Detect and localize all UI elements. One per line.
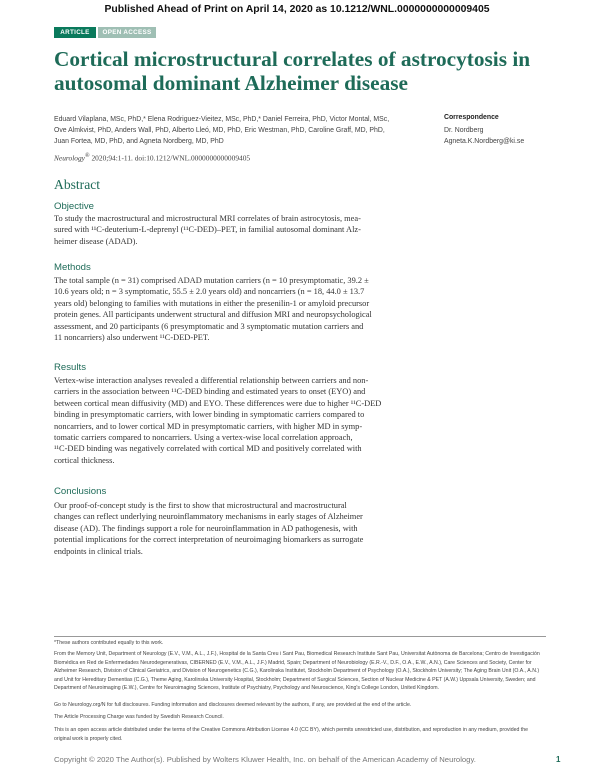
journal-name: Neurology [54,153,85,163]
text-line: tomatic carriers compared to noncarriers. Using a vertex-wise local correlation approach, [54,433,353,443]
publication-line: Published Ahead of Print on April 14, 2020 as 10.1212/WNL.0000000000009405 [104,4,490,15]
affiliations-note: From the Memory Unit, Department of Neurology (E.V., V.M., A.L., J.F.), Hospital de la Santa Creu i Sant Pau, Biomedical Research Institute Sant Pau, Universitat Autònoma de Barcelona; Centro de Investigación Biomédica en Red de Enfermedades Neurodegenerativas, CIBERNED (E.V., V.M., A.L., J.F.) Madrid, Spain; Department of Neurobiology (E.R.-V., D.F., O.A., E.W., A.N.), Care Sciences and Society, Center for Alzheimer Research, Division of Clinical Geriatrics, and Division of Neurogenetics (C.G.), Karolinska Institutet, Stockholm Department of Psychology (O.A.), Stockholm University; The Aging Brain Unit (O.A., A.N.) and Unit for Hereditary Dementias (C.G.), Theme Aging, Karolinska University Hospital, Stockholm; Department of Surgical Sciences, Section of Nuclear Medicine & PET (A.W.) Uppsala University, Sweden; and Department of Neuroimaging (E.W.), Centre for Neuroimaging Sciences, Institute of Psychiatry, Psychology and Neuroscience, King's College London, United Kingdom. [54,651,540,692]
conclusions-text [54,500,546,557]
apc-note: The Article Processing Charge was funded by Swedish Research Council. [54,714,224,720]
text-line: heimer disease (ADAD). [54,236,138,246]
text-line: assessment, and 20 participants (6 presymptomatic and 3 symptomatic mutation carriers and [54,321,364,331]
article-badge: ARTICLE [54,27,96,38]
results-heading: Results [54,362,86,373]
abstract-heading: Abstract [54,177,101,192]
methods-heading: Methods [54,262,91,273]
correspondence-block [444,125,524,147]
correspondence-heading: Correspondence [444,114,499,121]
correspondence-email[interactable]: Agneta.K.Nordberg@ki.se [444,138,525,146]
text-line: sured with ¹¹C-deuterium-L-deprenyl (¹¹C-DED)–PET, in familial autosomal dominant Alz- [54,225,361,235]
text-line: endpoints in clinical trials. [54,546,143,556]
text-line: protein genes. All participants underwent structural and diffusion MRI and neuropsychological [54,310,372,320]
correspondence-name: Dr. Nordberg [444,127,484,134]
copyright-footer: Copyright © 2020 The Author(s). Published by Wolters Kluwer Health, Inc. on behalf of the American Academy of Neurology. [54,755,476,764]
author-line: Eduard Vilaplana, MSc, PhD,* Elena Rodriguez-Vieitez, MSc, PhD,* Daniel Ferreira, PhD, Victor Montal, MSc, [54,116,390,123]
text-line: noncarriers, and to lower cortical MD in presymptomatic carriers, with higher MD in symp- [54,421,363,431]
text-line: Vertex-wise interaction analyses revealed a differential relationship between carriers and non- [54,376,369,385]
page-number: 1 [556,755,561,764]
text-line: To study the macrostructural and microstructural MRI correlates of brain astrocytosis, mea- [54,214,361,223]
text-line: disease (AD). The findings support a role for neuroinflammation in AD pathogenesis, with [54,523,358,533]
disclosures-note: Go to Neurology.org/N for full disclosures. Funding information and disclosures deemed relevant by the authors, if any, are provided at the end of the article. [54,702,412,708]
author-list [54,114,426,148]
author-line: Juan Fortea, MD, PhD, and Agneta Nordberg, MD, PhD [54,138,224,146]
text-line: Our proof-of-concept study is the first to show that microstructural and macrostructural [54,501,347,510]
text-line: ¹¹C-DED binding was negatively correlated with cortical MD and positively correlated with [54,444,362,454]
objective-heading: Objective [54,201,94,212]
objective-text [54,213,546,247]
text-line: cortical thickness. [54,455,115,465]
citation-details: 2020;94:1-11. doi:10.1212/WNL.0000000000009405 [91,153,251,163]
text-line: years old) belonging to families with mutations in either the presenilin-1 or amyloid precursor [54,298,370,308]
text-line: changes can reflect underlying neuroinflammatory mechanisms in early stages of Alzheimer [54,512,363,522]
author-line: Ove Almkvist, PhD, Anders Wall, PhD, Alberto Lleó, MD, PhD, Eric Westman, PhD, Caroline Graff, MD, PhD, [54,127,385,135]
conclusions-heading: Conclusions [54,486,107,497]
methods-text [54,275,546,343]
citation: Neurology® 2020;94:1-11. doi:10.1212/WNL.0000000000009405 [54,153,251,163]
equal-contribution-note: *These authors contributed equally to this work. [54,640,164,646]
text-line: potential implications for the correct interpretation of neuroimaging biomarkers as surrogate [54,535,364,545]
text-line: binding in presymptomatic carriers, with lower binding in symptomatic carriers compared to [54,410,365,420]
results-text [54,375,546,466]
open-access-badge: OPEN ACCESS [98,27,156,38]
text-line: 11 noncarriers) also underwent ¹¹C-DED-PET. [54,333,210,343]
text-line: between cortical mean diffusivity (MD) and EYO. These differences were due to higher ¹¹C-DED [54,398,382,408]
text-line: The total sample (n = 31) comprised ADAD mutation carriers (n = 10 presymptomatic, 39.2 ± [54,276,369,285]
text-line: carriers in the association between ¹¹C-DED binding and estimated years to onset (EYO) and [54,387,366,397]
text-line: 10.6 years old; n = 3 symptomatic, 55.5 ± 2.0 years old) and noncarriers (n = 18, 44.0 ± 13.7 [54,287,365,297]
article-title: Cortical microstructural correlates of astrocytosis in autosomal dominant Alzheimer disease [54,47,531,95]
footnote-divider [54,636,546,637]
license-note: This is an open access article distributed under the terms of the Creative Commons Attribution License 4.0 (CC BY), which permits unrestricted use, distribution, and reproduction in any medium, provided the original work is properly cited. [54,727,529,742]
